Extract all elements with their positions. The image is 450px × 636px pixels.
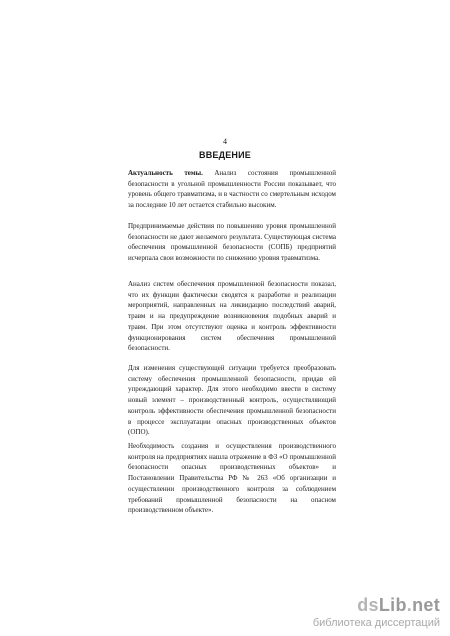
paragraph-lead: Актуальность темы.	[128, 169, 203, 177]
paragraph: Предпринимаемые действия по повышению уровня промышленной безопасности не дают желаемого результата. Существующая система обеспечения промышленной безопасности (СОПБ) предприятий исчерпала свои возможности по снижению уровня травматизма.	[128, 222, 336, 263]
page-number: 4	[223, 137, 227, 146]
logo-lib: Lib	[378, 595, 407, 615]
watermark-subtitle: библиотека диссертаций	[312, 617, 440, 629]
section-title: ВВЕДЕНИЕ	[199, 150, 251, 160]
logo-net: net	[412, 595, 440, 615]
dslib-logo	[357, 595, 440, 616]
paragraph: Для изменения существующей ситуации требуется преобразовать систему обеспечения промышленной безопасности, придав ей упреждающий характер. Для этого необходимо ввести в систему новый элемент – производственный контроль, осуществляющий контроль эффективности обеспечения промышленной безопасности в процессе эксплуатации опасных производственных объектов (ОПО).	[128, 364, 336, 437]
logo-dot: .	[406, 595, 413, 615]
paragraph: Анализ систем обеспечения промышленной безопасности показал, что их функции фактически сводятся к разработке и реализации мероприятий, направленных на ликвидацию последствий аварий, травм и на предупреждение возникновения подобных аварий и травм. При этом отсутствуют оценка и контроль эффективности функционирования систем обеспечения промышленной безопасности.	[128, 280, 336, 353]
paragraph: Необходимость создания и осуществления производственного контроля на предприятиях нашла отражение в ФЗ «О промышленной безопасности опасных производственных объектов» и Постановлении Правительства РФ № 263 «Об организации и осуществлении производственного контроля за соблюдением требований промышленной безопасности на опасном производственном объекте».	[128, 442, 336, 515]
logo-ds: ds	[357, 595, 379, 615]
watermark	[290, 595, 440, 635]
paragraph-text: Анализ состояния промышленной безопасности в угольной промышленности России показывает, что уровень общего травматизма, и в частности со смертельным исходом за последние 10 лет остается стабильно высоким.	[128, 169, 336, 210]
paragraph-relevance	[128, 168, 336, 211]
